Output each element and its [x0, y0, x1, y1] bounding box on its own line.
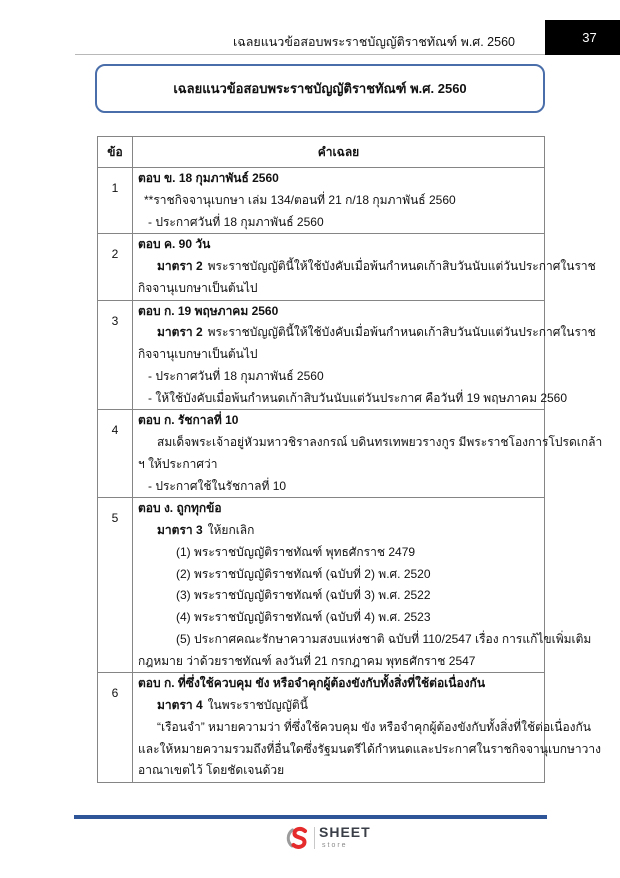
- explanation-line: อาณาเขตไว้ โดยชัดเจนด้วย: [138, 763, 285, 778]
- answer-line: ตอบ ก. รัชกาลที่ 10: [138, 413, 239, 428]
- table-row: [98, 234, 545, 300]
- explanation-line: และให้หมายความรวมถึงที่อื่นใดซึ่งรัฐมนตรีได้กำหนดและประกาศในราชกิจจานุเบกษาวาง: [138, 741, 601, 756]
- explanation-line: กิจจานุเบกษาเป็นต้นไป: [138, 280, 258, 295]
- question-number: 6: [98, 673, 133, 783]
- question-number: 2: [98, 234, 133, 300]
- question-number: 1: [98, 168, 133, 234]
- explanation-text: ในพระราชบัญญัตินี้: [207, 698, 308, 712]
- table-header-row: [98, 137, 545, 168]
- column-header-number: ข้อ: [98, 137, 133, 168]
- answer-line: ตอบ ก. ที่ซึ่งใช้ควบคุม ขัง หรือจำคุกผู้ต้องขังกับทั้งสิ่งที่ใช้ต่อเนื่องกัน: [138, 676, 486, 691]
- section-label: มาตรา 2: [157, 325, 203, 340]
- explanation-line: [138, 322, 596, 344]
- table-row: [98, 410, 545, 498]
- explanation-text: พระราชบัญญัตินี้ให้ใช้บังคับเมื่อพ้นกำหนดเก้าสิบวันนับแต่วันประกาศในราช: [207, 325, 596, 340]
- explanation-line: [138, 520, 540, 542]
- explanation-line: [138, 695, 540, 717]
- explanation-line: (4) พระราชบัญญัติราชทัณฑ์ (ฉบับที่ 4) พ.ศ. 2523: [176, 610, 431, 624]
- footer-logo: [287, 823, 379, 855]
- page-number: 37: [582, 30, 597, 45]
- explanation-line: สมเด็จพระเจ้าอยู่หัวมหาวชิราลงกรณ์ บดินทรเทพยวรางกูร มีพระราชโองการโปรดเกล้า: [157, 435, 603, 449]
- section-label: มาตรา 2: [157, 259, 203, 273]
- explanation-line: กฎหมาย ว่าด้วยราชทัณฑ์ ลงวันที่ 21 กรกฎาคม พุทธศักราช 2547: [138, 653, 476, 668]
- table-row: [98, 168, 545, 234]
- explanation-line: “เรือนจำ” หมายความว่า ที่ซึ่งใช้ควบคุม ขัง หรือจำคุกผู้ต้องขังกับทั้งสิ่งที่ใช้ต่อเนื่องกัน: [157, 719, 592, 734]
- footer-rule: [74, 815, 547, 819]
- answer-cell: [133, 300, 596, 410]
- explanation-text: พระราชบัญญัตินี้ให้ใช้บังคับเมื่อพ้นกำหนดเก้าสิบวันนับแต่วันประกาศในราช: [207, 259, 596, 273]
- answer-line: ตอบ ก. 19 พฤษภาคม 2560: [138, 303, 279, 318]
- explanation-line: - ประกาศวันที่ 18 กุมภาพันธ์ 2560: [148, 214, 324, 229]
- explanation-line: - ประกาศวันที่ 18 กุมภาพันธ์ 2560: [148, 368, 324, 383]
- logo-divider: [314, 827, 315, 849]
- logo-subtext: store: [322, 842, 348, 849]
- answer-cell: [133, 498, 592, 673]
- question-number: 3: [98, 300, 133, 410]
- column-header-answer: คำเฉลย: [133, 137, 545, 168]
- title-box: [95, 64, 545, 113]
- explanation-line: (1) พระราชบัญญัติราชทัณฑ์ พุทธศักราช 2479: [176, 544, 416, 559]
- explanation-line: (2) พระราชบัญญัติราชทัณฑ์ (ฉบับที่ 2) พ.ศ. 2520: [176, 566, 431, 581]
- header-rule: [75, 54, 545, 55]
- explanation-line: [138, 256, 596, 278]
- page-number-badge: [545, 20, 620, 55]
- answer-cell: [133, 234, 596, 300]
- answer-cell: [133, 410, 603, 498]
- logo-wordmark: SHEET: [319, 824, 371, 840]
- question-number: 5: [98, 498, 133, 673]
- explanation-line: **ราชกิจจานุเบกษา เล่ม 134/ตอนที่ 21 ก/18 กุมภาพันธ์ 2560: [144, 192, 456, 207]
- answer-table: [97, 136, 603, 783]
- explanation-line: - ให้ใช้บังคับเมื่อพ้นกำหนดเก้าสิบวันนับแต่วันประกาศ คือวันที่ 19 พฤษภาคม 2560: [148, 390, 568, 405]
- explanation-line: (3) พระราชบัญญัติราชทัณฑ์ (ฉบับที่ 3) พ.ศ. 2522: [176, 588, 431, 603]
- explanation-line: (5) ประกาศคณะรักษาความสงบแห่งชาติ ฉบับที่ 110/2547 เรื่อง การแก้ไขเพิ่มเติม: [176, 631, 592, 646]
- question-number: 4: [98, 410, 133, 498]
- section-label: มาตรา 3: [157, 523, 203, 537]
- explanation-text: ให้ยกเลิก: [207, 523, 255, 537]
- explanation-line: - ประกาศใช้ในรัชกาลที่ 10: [148, 478, 287, 493]
- table-row: [98, 300, 545, 410]
- table-row: [98, 498, 545, 673]
- answer-line: ตอบ ข. 18 กุมภาพันธ์ 2560: [138, 171, 279, 185]
- explanation-line: ฯ ให้ประกาศว่า: [138, 456, 218, 471]
- running-header-title: เฉลยแนวข้อสอบพระราชบัญญัติราชทัณฑ์ พ.ศ. 2560: [232, 35, 515, 49]
- table-row: [98, 673, 545, 783]
- section-label: มาตรา 4: [157, 698, 203, 712]
- answer-line: ตอบ ง. ถูกทุกข้อ: [138, 501, 222, 516]
- answer-cell: [133, 168, 545, 234]
- answer-line: ตอบ ค. 90 วัน: [138, 237, 211, 252]
- answer-cell: [133, 673, 601, 783]
- s-swirl-logo-icon: [287, 825, 311, 851]
- document-title: เฉลยแนวข้อสอบพระราชบัญญัติราชทัณฑ์ พ.ศ. 2560: [173, 81, 467, 96]
- explanation-line: กิจจานุเบกษาเป็นต้นไป: [138, 347, 258, 361]
